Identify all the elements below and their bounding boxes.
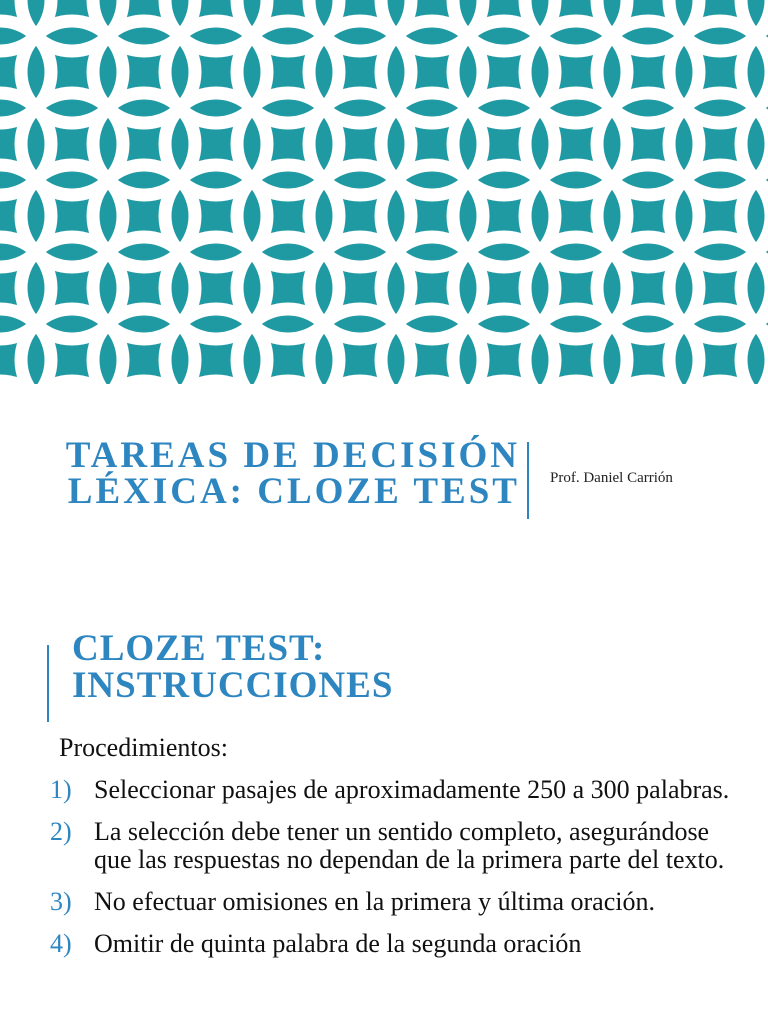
interlocking-circles-pattern xyxy=(0,0,768,384)
slide-title-line-1: TAREAS DE DECISIÓN xyxy=(65,435,520,476)
author-name: Prof. Daniel Carrión xyxy=(550,470,673,486)
section-heading-line-2: INSTRUCCIONES xyxy=(72,665,394,706)
title-section xyxy=(0,384,768,584)
list-item-number: 2) xyxy=(50,817,72,846)
section-accent-bar xyxy=(47,645,49,722)
list-item xyxy=(50,776,740,804)
list-item-text: La selección debe tener un sentido completo, asegurándose que las respuestas no dependan de la primera parte del texto. xyxy=(94,817,725,874)
title-divider xyxy=(527,442,529,519)
slide-title xyxy=(40,435,520,512)
list-item-text: Omitir de quinta palabra de la segunda oración xyxy=(94,929,582,958)
list-item-number: 4) xyxy=(50,929,72,958)
procedures-label: Procedimientos: xyxy=(59,733,228,762)
section-heading-line-1: CLOZE TEST: xyxy=(72,628,326,669)
list-item-number: 3) xyxy=(50,887,72,916)
list-item xyxy=(50,888,740,916)
list-item-number: 1) xyxy=(50,775,72,804)
section-heading xyxy=(72,630,732,704)
list-item xyxy=(50,930,740,958)
list-item-text: No efectuar omisiones en la primera y última oración. xyxy=(94,887,655,916)
slide-title-line-2: LÉXICA: CLOZE TEST xyxy=(67,471,520,512)
list-item-text: Seleccionar pasajes de aproximadamente 250 a 300 palabras. xyxy=(94,775,730,804)
list-item xyxy=(50,818,740,874)
procedure-list xyxy=(50,776,740,972)
